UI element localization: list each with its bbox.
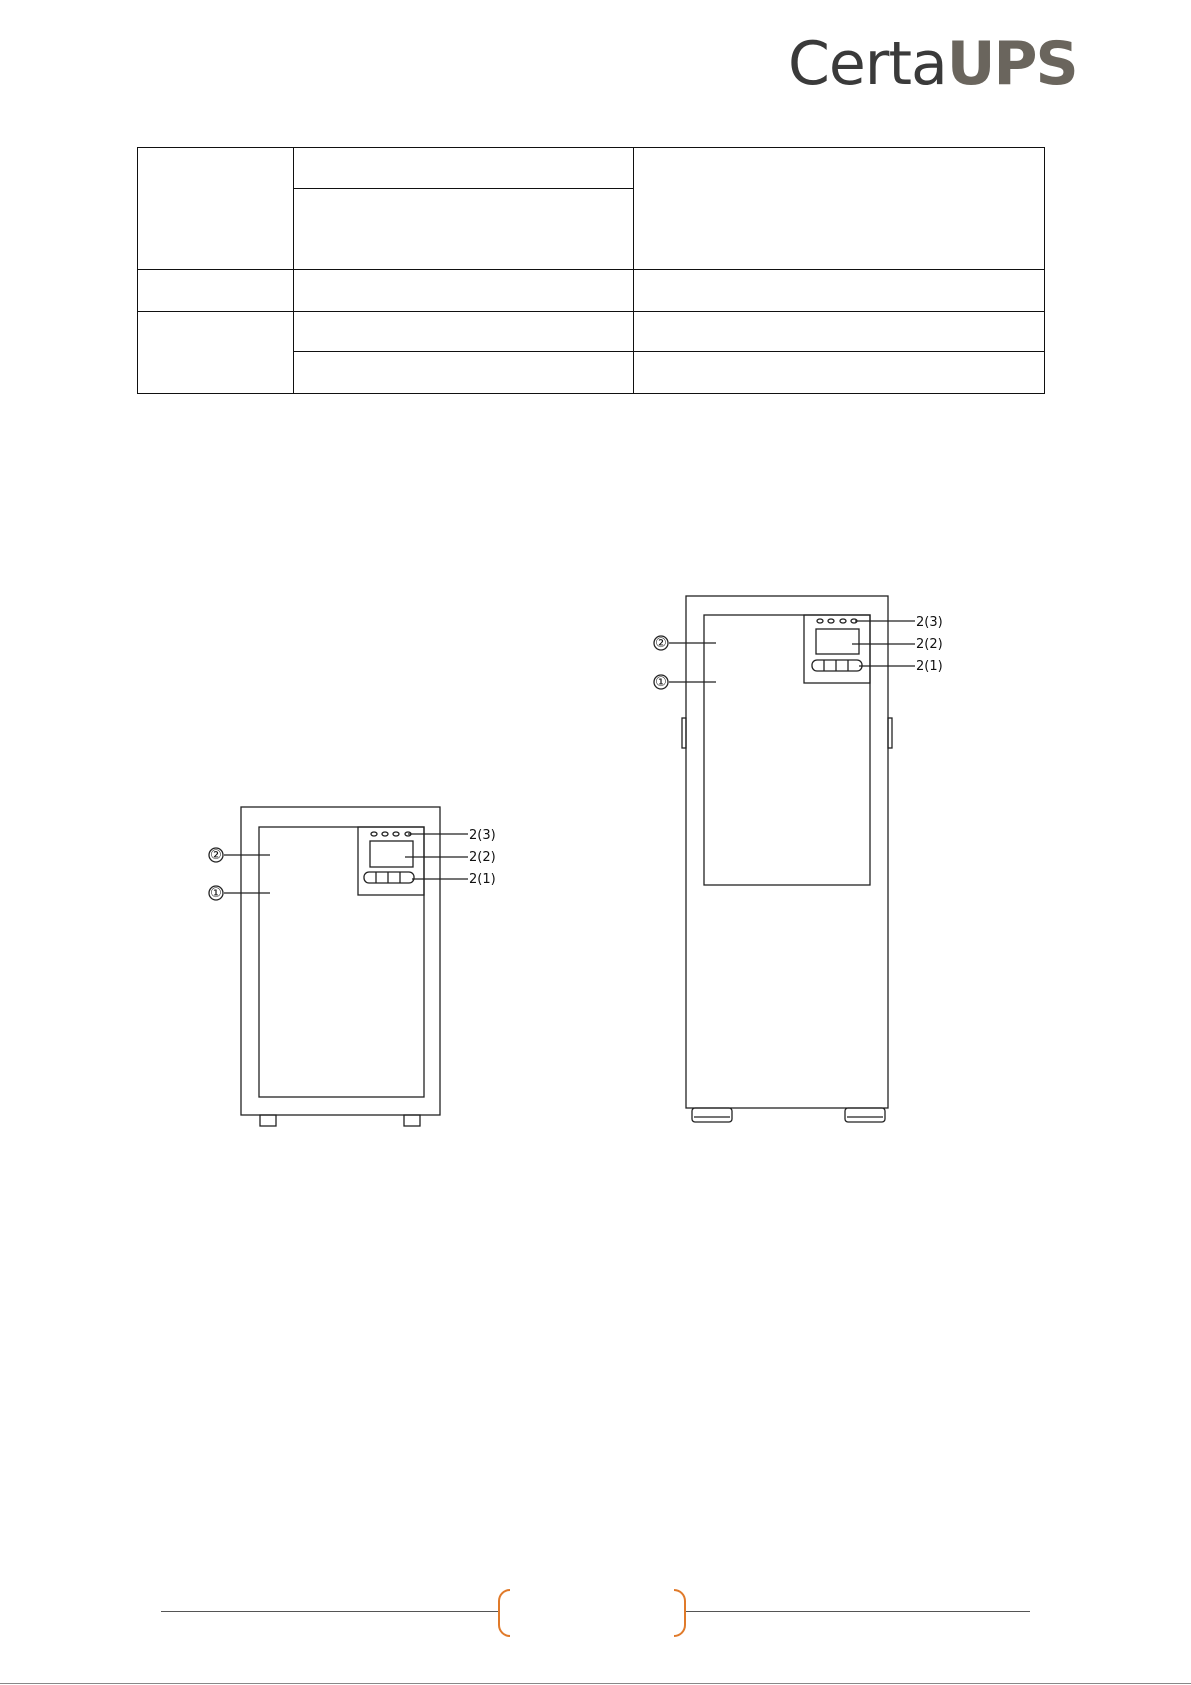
page-bottom-edge <box>0 1683 1191 1684</box>
small-ups-drawing <box>209 807 468 1126</box>
callout-2-2-label: 2(2) <box>916 637 943 652</box>
tall-side-handle <box>682 718 686 748</box>
small-button-row <box>364 872 414 883</box>
footer-rule-left <box>161 1611 498 1612</box>
small-control-panel <box>358 827 424 895</box>
footer-rule-right <box>686 1611 1030 1612</box>
tall-side-handle <box>888 718 892 748</box>
logo-text-certa: Certa <box>788 29 947 99</box>
callout-2-2-label: 2(2) <box>469 850 496 865</box>
tall-control-panel <box>804 615 870 683</box>
small-foot <box>404 1115 420 1126</box>
callout-2-label: ② <box>655 636 667 651</box>
footer-bracket-right <box>674 1589 686 1637</box>
tall-button-row <box>812 660 862 671</box>
callout-2-1-label: 2(1) <box>469 872 496 887</box>
callout-1-label: ① <box>655 675 667 690</box>
footer-bracket-left <box>498 1589 510 1637</box>
callout-2-3-label: 2(3) <box>916 615 943 630</box>
tall-lcd-screen <box>816 629 859 654</box>
tall-front-panel <box>704 615 870 885</box>
small-led-indicators <box>371 832 411 836</box>
tall-caster-wheels <box>692 1108 885 1122</box>
small-cabinet-outline <box>241 807 440 1115</box>
callout-1-label: ① <box>210 886 222 901</box>
callout-2-3-label: 2(3) <box>469 828 496 843</box>
logo-text-ups: UPS <box>946 29 1077 99</box>
small-foot <box>260 1115 276 1126</box>
tall-led-indicators <box>817 619 857 623</box>
tall-ups-drawing <box>654 596 915 1122</box>
small-lcd-screen <box>370 841 413 867</box>
callout-2-label: ② <box>210 848 222 863</box>
tall-cabinet-outline <box>686 596 888 1108</box>
callout-2-1-label: 2(1) <box>916 659 943 674</box>
